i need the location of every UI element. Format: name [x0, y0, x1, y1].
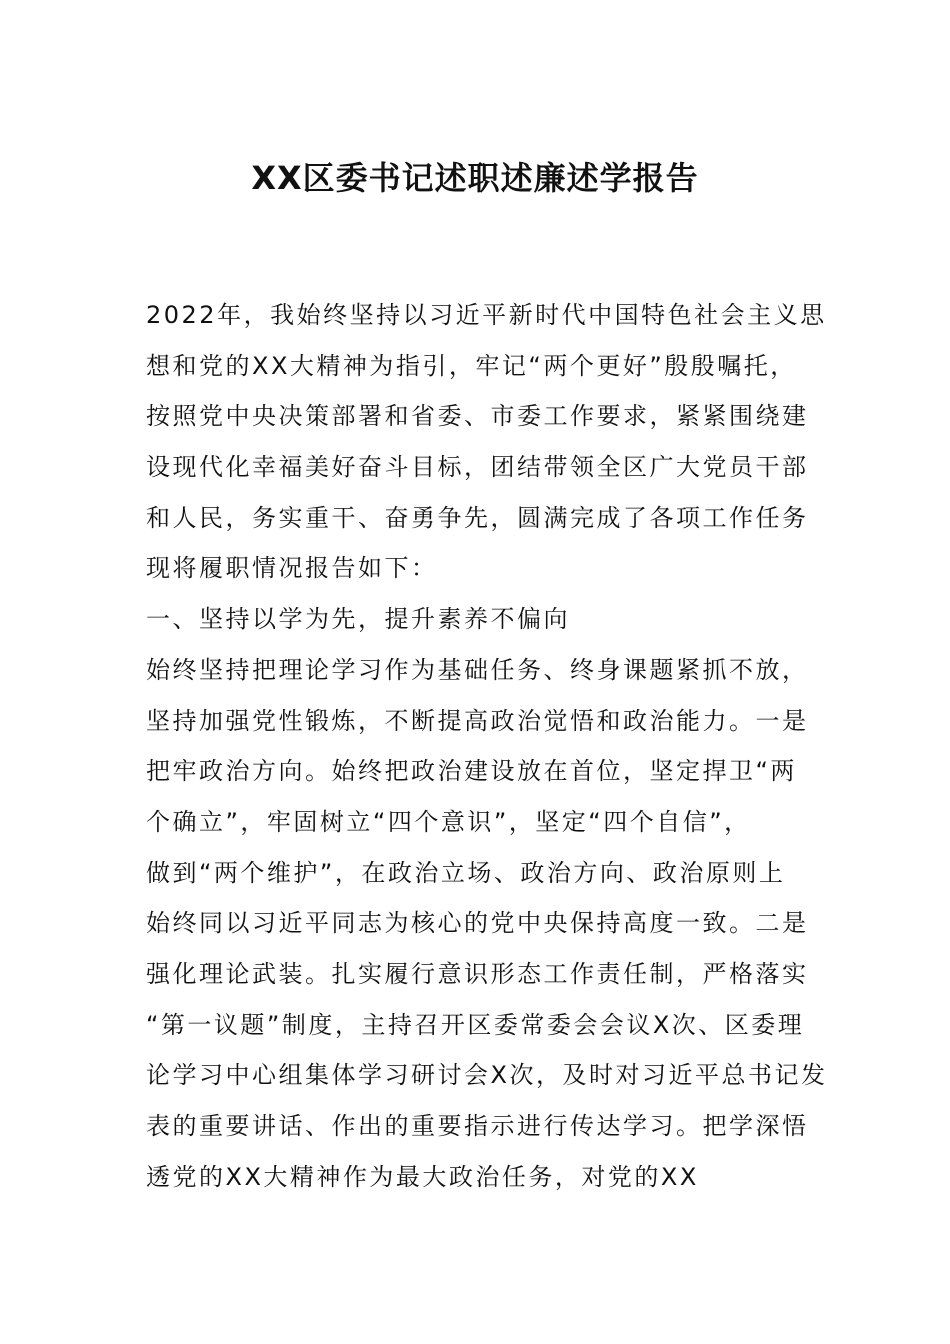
body-line: 始终同以习近平同志为核心的党中央保持高度一致。二是	[146, 909, 809, 938]
document-body	[146, 290, 826, 1202]
document-title: XX区委书记述职述廉述学报告	[251, 159, 699, 197]
body-line: 坚持加强党性锻炼，不断提高政治觉悟和政治能力。一是	[146, 706, 809, 735]
body-line: 和人民，务实重干、奋勇争先，圆满完成了各项工作任务	[146, 503, 809, 532]
body-line: 做到“两个维护”，在政治立场、政治方向、政治原则上	[146, 858, 786, 887]
body-line: 想和党的XX大精神为指引，牢记“两个更好”殷殷嘱托，	[146, 351, 797, 380]
body-line: 2022年，我始终坚持以习近平新时代中国特色社会主义思	[146, 301, 827, 329]
body-line: 把牢政治方向。始终把政治建设放在首位，坚定捍卫“两	[146, 757, 797, 786]
body-line: 个确立”，牢固树立“四个意识”，坚定“四个自信”，	[146, 807, 751, 836]
body-line: 始终坚持把理论学习作为基础任务、终身课题紧抓不放，	[146, 655, 809, 684]
body-line: “第一议题”制度，主持召开区委常委会会议X次、区委理	[146, 1010, 805, 1039]
body-line: 设现代化幸福美好奋斗目标，团结带领全区广大党员干部	[146, 453, 809, 482]
body-line: 按照党中央决策部署和省委、市委工作要求，紧紧围绕建	[146, 402, 809, 431]
body-line: 表的重要讲话、作出的重要指示进行传达学习。把学深悟	[146, 1112, 809, 1140]
body-line: 透党的XX大精神作为最大政治任务，对党的XX	[146, 1162, 699, 1191]
section-heading: 一、坚持以学为先，提升素养不偏向	[146, 605, 570, 634]
body-line: 论学习中心组集体学习研讨会X次，及时对习近平总书记发	[146, 1061, 828, 1090]
body-line: 现将履职情况报告如下：	[146, 554, 438, 583]
body-line: 强化理论武装。扎实履行意识形态工作责任制，严格落实	[146, 959, 809, 988]
